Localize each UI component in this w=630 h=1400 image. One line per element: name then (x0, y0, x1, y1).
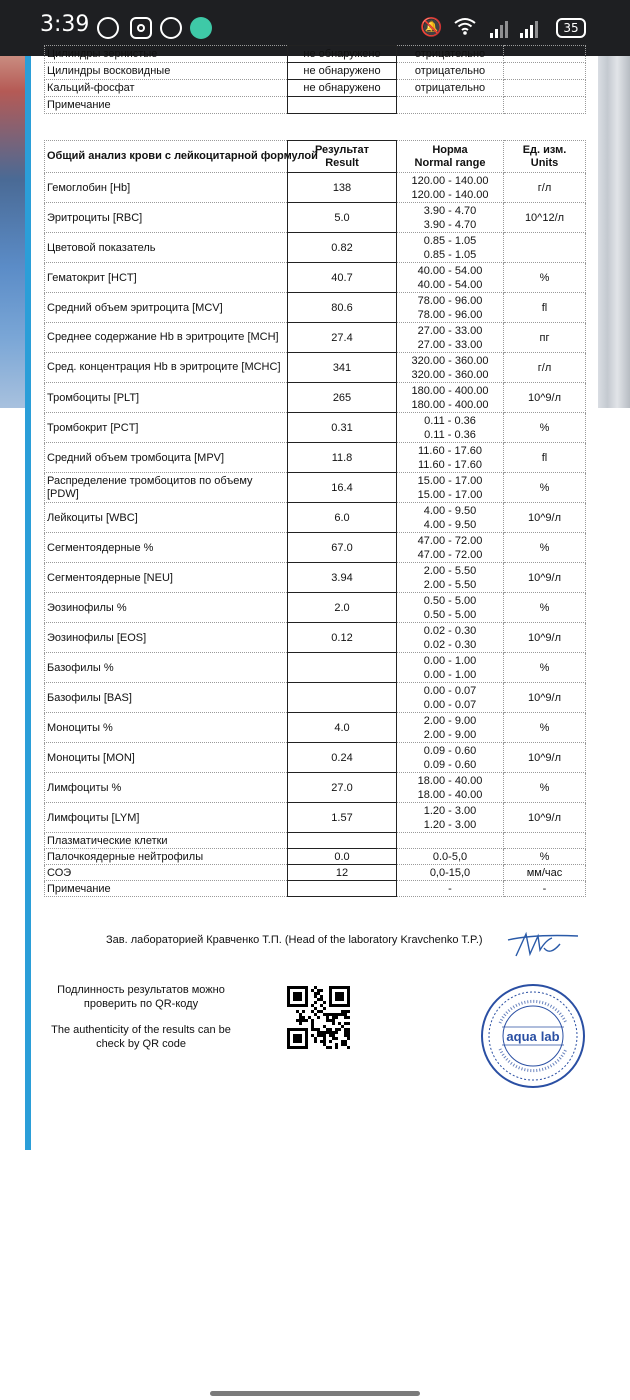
row-unit: % (504, 473, 586, 503)
row-result: 0.24 (288, 743, 397, 773)
norm-line: 0.50 - 5.00 (423, 608, 477, 621)
norm-line: 15.00 - 17.00 (417, 488, 483, 501)
table-row (45, 865, 586, 881)
qr-code-icon[interactable] (287, 986, 351, 1050)
table-row (45, 173, 586, 203)
row-name: Лейкоциты [WBC] (45, 503, 288, 533)
row-norm (397, 97, 504, 114)
row-norm (397, 413, 504, 443)
row-unit: 10^9/л (504, 743, 586, 773)
row-result: 4.0 (288, 713, 397, 743)
norm-line: 2.00 - 5.50 (423, 564, 477, 577)
row-unit: % (504, 653, 586, 683)
row-unit: мм/час (504, 865, 586, 881)
table-row (45, 881, 586, 897)
table-row (45, 353, 586, 383)
row-result (288, 881, 397, 897)
row-norm (397, 353, 504, 383)
clock: 3:39 (40, 12, 90, 37)
row-norm: отрицательно (397, 46, 504, 63)
row-norm: 0,0-15,0 (397, 865, 504, 881)
table-row (45, 413, 586, 443)
norm-line: 11.60 - 17.60 (417, 444, 482, 457)
norm-line: 18.00 - 40.00 (417, 788, 483, 801)
row-norm: - (397, 881, 504, 897)
row-unit (504, 233, 586, 263)
row-norm (397, 803, 504, 833)
authenticity-note (44, 983, 238, 1063)
table-row (45, 713, 586, 743)
table-row (45, 293, 586, 323)
norm-line: 40.00 - 54.00 (417, 278, 483, 291)
row-result (288, 833, 397, 849)
row-norm (397, 533, 504, 563)
norm-line: 2.00 - 9.00 (423, 714, 477, 727)
wifi-icon (454, 16, 476, 42)
norm-line: 1.20 - 3.00 (423, 818, 477, 831)
norm-line: 0.11 - 0.36 (424, 414, 476, 427)
row-norm (397, 383, 504, 413)
row-unit: % (504, 773, 586, 803)
row-result: 11.8 (288, 443, 397, 473)
norm-line: 11.60 - 17.60 (417, 458, 482, 471)
norm-line: 320.00 - 360.00 (411, 354, 489, 367)
norm-line: 40.00 - 54.00 (417, 264, 483, 277)
row-norm (397, 443, 504, 473)
norm-line: 27.00 - 33.00 (417, 338, 483, 351)
norm-line: 0.09 - 0.60 (423, 758, 477, 771)
table-row (45, 743, 586, 773)
table-row (45, 323, 586, 353)
signal-icon (520, 20, 542, 38)
row-unit: 10^9/л (504, 683, 586, 713)
row-name: Палочкоядерные нейтрофилы (45, 849, 288, 865)
row-norm (397, 593, 504, 623)
row-name: Эритроциты [RBC] (45, 203, 288, 233)
norm-line: 180.00 - 400.00 (411, 384, 489, 397)
row-name: Базофилы [BAS] (45, 683, 288, 713)
background-photo-left (0, 56, 25, 408)
row-unit: 10^9/л (504, 623, 586, 653)
table-row (45, 63, 586, 80)
home-indicator[interactable] (210, 1391, 420, 1396)
row-result: 0.0 (288, 849, 397, 865)
whatsapp-icon (97, 17, 119, 39)
norm-line: 18.00 - 40.00 (417, 774, 483, 787)
row-unit (504, 63, 586, 80)
row-result: 40.7 (288, 263, 397, 293)
header-norm (397, 141, 504, 173)
row-result: 0.12 (288, 623, 397, 653)
row-unit: - (504, 881, 586, 897)
norm-line: 3.90 - 4.70 (423, 218, 477, 231)
table-row (45, 833, 586, 849)
table-row (45, 623, 586, 653)
row-name: Гематокрит [HCT] (45, 263, 288, 293)
row-unit: % (504, 533, 586, 563)
row-unit: 10^9/л (504, 503, 586, 533)
norm-line: 27.00 - 33.00 (417, 324, 483, 337)
table-row (45, 683, 586, 713)
row-norm (397, 263, 504, 293)
row-name: Цилиндры зернистые (45, 46, 288, 63)
row-norm (397, 503, 504, 533)
row-result: 6.0 (288, 503, 397, 533)
app-icon (160, 17, 182, 39)
row-norm (397, 173, 504, 203)
row-result: 2.0 (288, 593, 397, 623)
row-unit: % (504, 263, 586, 293)
row-name: Сегментоядерные % (45, 533, 288, 563)
row-result: 12 (288, 865, 397, 881)
table-row (45, 849, 586, 865)
row-result: 67.0 (288, 533, 397, 563)
row-norm (397, 233, 504, 263)
row-name: Лимфоциты [LYM] (45, 803, 288, 833)
row-unit (504, 80, 586, 97)
row-unit: 10^9/л (504, 563, 586, 593)
norm-line: 0.00 - 1.00 (423, 654, 477, 667)
row-unit: 10^9/л (504, 383, 586, 413)
row-name: СОЭ (45, 865, 288, 881)
row-unit: г/л (504, 353, 586, 383)
row-result: 80.6 (288, 293, 397, 323)
norm-line: 78.00 - 96.00 (417, 308, 483, 321)
row-norm: 0.0-5,0 (397, 849, 504, 865)
blood-analysis-table (44, 140, 586, 897)
row-norm (397, 713, 504, 743)
row-name: Примечание (45, 97, 288, 114)
row-norm (397, 203, 504, 233)
table-row (45, 563, 586, 593)
instagram-icon (130, 17, 152, 39)
row-result: 0.82 (288, 233, 397, 263)
row-result: 0.31 (288, 413, 397, 443)
table-row (45, 593, 586, 623)
row-name: Примечание (45, 881, 288, 897)
row-unit: г/л (504, 173, 586, 203)
stamp-brand: aqua lab (506, 1029, 560, 1044)
table-row (45, 653, 586, 683)
row-result (288, 653, 397, 683)
row-unit: пг (504, 323, 586, 353)
background-photo-right (598, 56, 630, 408)
row-unit: 10^9/л (504, 803, 586, 833)
norm-line: 15.00 - 17.00 (417, 474, 483, 487)
header-result-en: Result (325, 156, 359, 169)
row-norm (397, 473, 504, 503)
row-name: Тромбокрит [PCT] (45, 413, 288, 443)
row-name: Цилиндры восковидные (45, 63, 288, 80)
row-result: 341 (288, 353, 397, 383)
norm-line: 180.00 - 400.00 (411, 398, 489, 411)
norm-line: 0.00 - 0.07 (423, 698, 477, 711)
row-norm (397, 833, 504, 849)
row-result (288, 683, 397, 713)
row-result: 265 (288, 383, 397, 413)
row-result: 27.0 (288, 773, 397, 803)
row-name: Средний объем тромбоцита [MPV] (45, 443, 288, 473)
row-result (288, 97, 397, 114)
row-norm (397, 743, 504, 773)
norm-line: 0.00 - 0.07 (423, 684, 477, 697)
row-result: не обнаружено (288, 63, 397, 80)
table-row (45, 503, 586, 533)
table-row (45, 203, 586, 233)
table-row (45, 383, 586, 413)
table-row (45, 233, 586, 263)
row-norm (397, 563, 504, 593)
row-name: Моноциты [MON] (45, 743, 288, 773)
signature-icon (504, 926, 582, 962)
row-norm (397, 323, 504, 353)
row-name: Кальций-фосфат (45, 80, 288, 97)
lab-stamp-icon (480, 983, 586, 1089)
table-header (45, 141, 586, 173)
row-result: не обнаружено (288, 80, 397, 97)
norm-line: 0.85 - 1.05 (423, 248, 477, 261)
norm-line: 0.11 - 0.36 (424, 428, 476, 441)
messenger-icon (190, 17, 212, 39)
row-norm (397, 623, 504, 653)
row-name: Эозинофилы [EOS] (45, 623, 288, 653)
header-norm-en: Normal range (414, 156, 486, 169)
table-row (45, 46, 586, 63)
row-result: 5.0 (288, 203, 397, 233)
norm-line: 0.09 - 0.60 (423, 744, 477, 757)
row-name: Цветовой показатель (45, 233, 288, 263)
row-norm (397, 653, 504, 683)
norm-line: 78.00 - 96.00 (417, 294, 483, 307)
table-row (45, 443, 586, 473)
row-unit: % (504, 593, 586, 623)
header-units-en: Units (530, 156, 559, 169)
battery-icon: 35 (556, 18, 586, 38)
row-result: 1.57 (288, 803, 397, 833)
row-result: 27.4 (288, 323, 397, 353)
urine-table (44, 45, 586, 114)
row-norm: отрицательно (397, 63, 504, 80)
row-norm (397, 683, 504, 713)
authenticity-en: The authenticity of the results can be check by QR code (51, 1024, 231, 1050)
table-row (45, 97, 586, 114)
row-result: 138 (288, 173, 397, 203)
norm-line: 2.00 - 9.00 (423, 728, 477, 741)
table-row (45, 533, 586, 563)
row-unit (504, 46, 586, 63)
header-result-ru: Результат (314, 143, 370, 156)
row-name: Тромбоциты [PLT] (45, 383, 288, 413)
row-unit: % (504, 713, 586, 743)
norm-line: 0.50 - 5.00 (423, 594, 477, 607)
row-unit: fl (504, 293, 586, 323)
table-row (45, 803, 586, 833)
table-row (45, 473, 586, 503)
norm-line: 47.00 - 72.00 (417, 534, 483, 547)
norm-line: 0.00 - 1.00 (423, 668, 477, 681)
row-unit: % (504, 413, 586, 443)
norm-line: 120.00 - 140.00 (411, 174, 489, 187)
norm-line: 0.85 - 1.05 (423, 234, 477, 247)
row-norm: отрицательно (397, 80, 504, 97)
norm-line: 0.02 - 0.30 (423, 638, 477, 651)
row-unit (504, 833, 586, 849)
norm-line: 320.00 - 360.00 (411, 368, 489, 381)
norm-line: 2.00 - 5.50 (423, 578, 477, 591)
row-unit (504, 97, 586, 114)
norm-line: 120.00 - 140.00 (411, 188, 489, 201)
norm-line: 3.90 - 4.70 (423, 204, 477, 217)
norm-line: 47.00 - 72.00 (417, 548, 483, 561)
signal-icon (490, 20, 512, 38)
norm-line: 1.20 - 3.00 (423, 804, 477, 817)
row-name: Базофилы % (45, 653, 288, 683)
head-of-lab-text: Зав. лабораторией Кравченко Т.П. (Head of the laboratory Kravchenko T.P.) (106, 934, 483, 946)
row-result: 16.4 (288, 473, 397, 503)
norm-line: 4.00 - 9.50 (423, 518, 477, 531)
table-row (45, 263, 586, 293)
row-unit: 10^12/л (504, 203, 586, 233)
row-result: не обнаружено (288, 46, 397, 63)
row-unit: fl (504, 443, 586, 473)
row-name: Средний объем эритроцита [MCV] (45, 293, 288, 323)
accent-bar (25, 56, 31, 1150)
row-name: Сегментоядерные [NEU] (45, 563, 288, 593)
header-name: Общий анализ крови с лейкоцитарной формулой (45, 141, 288, 173)
mute-icon: 🔕 (420, 17, 443, 37)
row-norm (397, 293, 504, 323)
row-unit: % (504, 849, 586, 865)
row-name: Среднее содержание Hb в эритроците [MCH] (45, 323, 288, 353)
header-units-ru: Ед. изм. (522, 143, 567, 156)
row-name: Эозинофилы % (45, 593, 288, 623)
header-units (504, 141, 586, 173)
norm-line: 0.02 - 0.30 (423, 624, 477, 637)
header-norm-ru: Норма (432, 143, 468, 156)
norm-line: 4.00 - 9.50 (423, 504, 477, 517)
authenticity-ru: Подлинность результатов можно проверить по QR-коду (57, 984, 225, 1010)
row-name: Сред. концентрация Hb в эритроците [MCHC] (45, 353, 288, 383)
row-name: Распределение тромбоцитов по объему [PDW] (45, 473, 288, 503)
row-name: Моноциты % (45, 713, 288, 743)
row-norm (397, 773, 504, 803)
row-name: Гемоглобин [Hb] (45, 173, 288, 203)
table-row (45, 773, 586, 803)
row-name: Плазматические клетки (45, 833, 288, 849)
table-row (45, 80, 586, 97)
row-name: Лимфоциты % (45, 773, 288, 803)
row-result: 3.94 (288, 563, 397, 593)
